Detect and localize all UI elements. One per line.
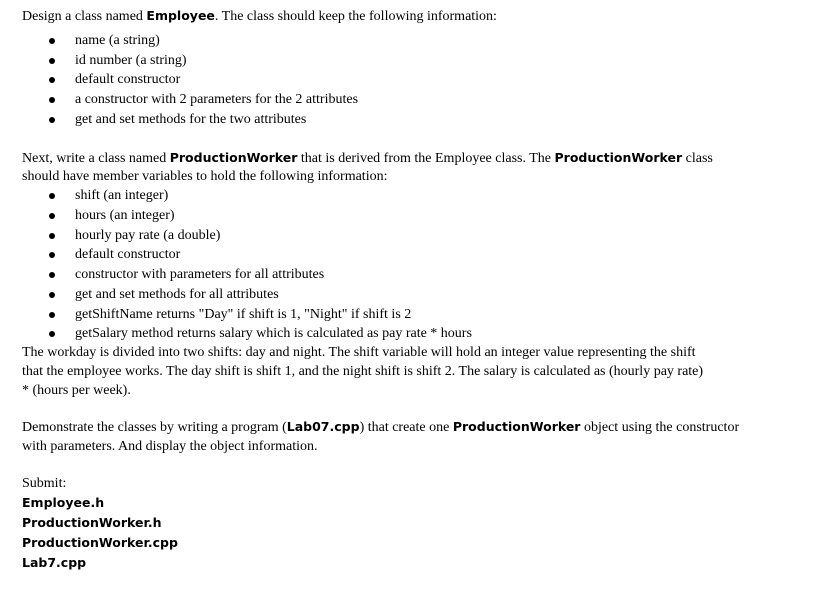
bullet-icon — [49, 77, 55, 83]
bullet-icon — [49, 193, 55, 199]
bullet-icon — [49, 331, 55, 337]
next-paragraph-line-2: should have member variables to hold the following information: — [22, 169, 388, 184]
bullet-icon — [49, 312, 55, 318]
bullet-icon — [49, 97, 55, 103]
list-item: hourly pay rate (a double) — [75, 228, 221, 243]
list-item: shift (an integer) — [75, 188, 169, 203]
list-item: get and set methods for all attributes — [75, 287, 279, 302]
workday-line-1: The workday is divided into two shifts: day and night. The shift variable will hold an integer value representing the shift — [22, 345, 696, 360]
submit-file: Lab7.cpp — [22, 555, 87, 570]
workday-line-3: * (hours per week). — [22, 383, 131, 398]
list-item: name (a string) — [75, 33, 160, 48]
bullet-icon — [49, 117, 55, 123]
list-item: default constructor — [75, 247, 181, 262]
list-item: getSalary method returns salary which is calculated as pay rate * hours — [75, 326, 472, 341]
list-item: hours (an integer) — [75, 208, 175, 223]
list-item: default constructor — [75, 72, 181, 87]
demo-line-1: Demonstrate the classes by writing a program (Lab07.cpp) that create one ProductionWorker object using the constructor — [22, 419, 740, 435]
demo-line-2: with parameters. And display the object information. — [22, 439, 318, 454]
bullet-icon — [49, 233, 55, 239]
class-name-productionworker: ProductionWorker — [169, 150, 298, 165]
next-paragraph-line-1: Next, write a class named ProductionWorker that is derived from the Employee class. The ProductionWorker class — [22, 150, 713, 166]
class-name-productionworker: ProductionWorker — [554, 150, 683, 165]
list-item: get and set methods for the two attributes — [75, 112, 307, 127]
bullet-icon — [49, 213, 55, 219]
list-item: a constructor with 2 parameters for the 2 attributes — [75, 92, 359, 107]
list-item: id number (a string) — [75, 53, 187, 68]
bullet-icon — [49, 292, 55, 298]
submit-file: Employee.h — [22, 495, 105, 510]
bullet-icon — [49, 38, 55, 44]
class-name-employee: Employee — [146, 8, 215, 23]
bullet-icon — [49, 272, 55, 278]
workday-line-2: that the employee works. The day shift is shift 1, and the night shift is shift 2. The salary is calculated as (hourly pay rate) — [22, 364, 704, 379]
intro-line: Design a class named Employee. The class should keep the following information: — [22, 8, 497, 24]
bullet-icon — [49, 58, 55, 64]
class-name-productionworker: ProductionWorker — [452, 419, 581, 434]
submit-file: ProductionWorker.h — [22, 515, 162, 530]
submit-label: Submit: — [22, 476, 67, 491]
file-name-lab07: Lab07.cpp — [286, 419, 360, 434]
list-item: constructor with parameters for all attributes — [75, 267, 325, 282]
list-item: getShiftName returns "Day" if shift is 1, "Night" if shift is 2 — [75, 307, 412, 322]
bullet-icon — [49, 252, 55, 258]
submit-file: ProductionWorker.cpp — [22, 535, 178, 550]
